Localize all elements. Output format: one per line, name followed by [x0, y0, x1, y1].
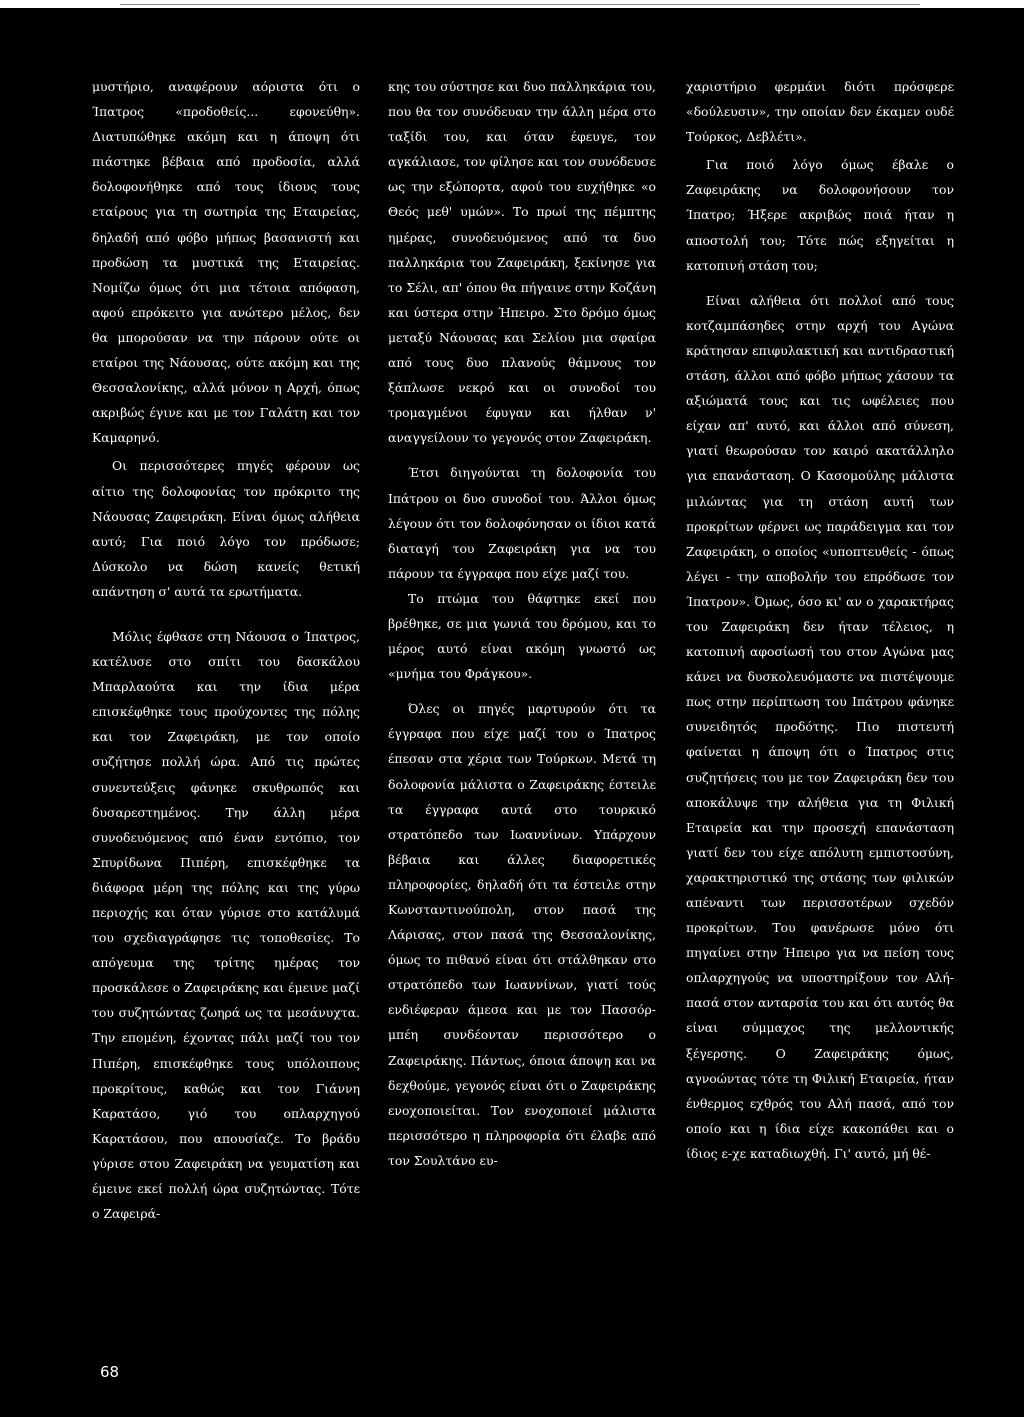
text-column-1 [92, 74, 360, 1226]
paragraph: κης του σύστησε και δυο παλληκάρια του, που θα τον συνόδευαν την άλλη μέρα στο ταξίδι του, και όταν έφευγε, τον αγκάλιασε, τον φίλησε και τον συνόδευσε ως την εξώπορτα, αφού του ευχήθηκε «ο Θεός μεθ' υμών». Το πρωί της πέμπτης ημέρας, συνοδευόμενος από τα δυο παλληκάρια του Ζαφειράκη, ξεκίνησε για το Σέλι, απ' όπου θα πήγαινε στην Κοζάνη και ύστερα στην Ήπειρο. Στο δρόμο όμως μεταξύ Νάουσας και Σελίου μια σφαίρα από τους δυο πλανούς θάμνους τον ξάπλωσε νεκρό και οι συνοδοί του τρομαγμένοι έφυγαν και ήλθαν ν' αναγγείλουν το γεγονός στον Ζαφειράκη. [388, 79, 656, 446]
paragraph: Μόλις έφθασε στη Νάουσα ο Ίπατρος, κατέλυσε στο σπίτι του δασκάλου Μπαρλαούτα και την ίδια μέρα επισκέφθηκε τους πρoύχοντες της πόλης και τον Ζαφειράκη, με τον οποίο συζήτησε πολλή ώρα. Από τις πρώτες συνεντεύξεις φάνηκε σκυθρωπός και δυσαρεστημένος. Την άλλη μέρα συνοδευόμενος από έναν εντόπιο, τον Σπυρίδωνα Πιπέρη, επισκέφθηκε τα διάφορα μέρη της πόλης και της γύρω περιοχής και όταν γύρισε στο κατάλυμά του σχεδιαγράφησε τις τοποθεσίες. Το απόγευμα της τρίτης ημέρας τον προσκάλεσε ο Ζαφειράκης και έμεινε μαζί του συζητώντας ζωηρά ως τα μεσάνυχτα. Την επομένη, έχοντας πάλι μαζί του τον Πιπέρη, επισκέφθηκε τους υπόλοιπους προκρίτους, καθώς και τον Γιάννη Καρατάσο, γιό του οπλαρχηγού Καρατάσου, που απουσίαζε. Το βράδυ γύρισε στου Ζαφειράκη να γευματίση και έμεινε εκεί πολλή ώρα συζητώντας. Τότε ο Ζαφειρά- [92, 628, 360, 1222]
top-margin-strip [0, 0, 1024, 8]
paragraph: Οι περισσότερες πηγές φέρουν ως αίτιο της δολοφονίας τον πρόκριτο της Νάουσας Ζαφειράκη. Είναι όμως αλήθεια αυτό; Για ποιό λόγο τον πρόδωσε; Δύσκολο να δώση κανείς θετική απάντηση σ' αυτά τα ερωτήματα. [92, 458, 360, 599]
page-number: 68 [100, 1363, 120, 1381]
text-column-3 [686, 74, 954, 1166]
paragraph: Το πτώμα του θάφτηκε εκεί που βρέθηκε, σε μια γωνιά του δρόμου, και το μέρος αυτό είναι ακόμη γνωστό ως «μνήμα του Φράγκου». [388, 590, 656, 682]
paragraph: μυστήριο, αναφέρουν αόριστα ότι ο Ίπατρος «προδοθείς... εφονεύθη». Διατυπώθηκε ακόμη και η άποψη ότι πιάστηκε βέβαια από προδοσία, αλλά δολοφονήθηκε από τους ίδιους τους εταίρους για τη σωτηρία της Εταιρείας, δηλαδή από φόβο μήπως βασανιστή και προδώση τα μυστικά της Εταιρείας. Νομίζω όμως ότι μια τέτοια απόφαση, αφού επρόκειτο για ανώτερο μέλος, δεν θα μπορούσαν να την πάρουν ούτε οι εταίροι της Νάουσας, ούτε ακόμη και της Θεσσαλονίκης, αλλά μόνον η Αρχή, όπως ακριβώς έγινε και με τον Γαλάτη και τον Καμαρηνό. [92, 79, 360, 446]
paragraph: Έτσι διηγούνται τη δολοφονία του Ιπάτρου οι δυο συνοδοί του. Άλλοι όμως λέγουν ότι τον δολοφόνησαν οι ίδιοι κατά διαταγή του Ζαφειράκη για να του πάρουν τα έγγραφα που είχε μαζί του. [388, 465, 656, 581]
paragraph: Είναι αλήθεια ότι πολλοί από τους κοτζαμπάσηδες στην αρχή του Αγώνα κράτησαν επιφυλακτική και αντιδραστική στάση, άλλοι από φόβο μήπως χάσουν τα αξιώματά τους και τις ωφέλειες που είχαν απ' αυτό, και άλλοι από σύνεση, γιατί θεωρούσαν τον καιρό ακατάλληλο για επανάσταση. Ο Κασομούλης μάλιστα μιλώντας για τη στάση αυτή των προκρίτων φέρνει ως παράδειγμα και τον Ζαφειράκη, ο οποίος «υποπτευθείς - όπως λέγει - την αποβολήν του επρόδωσε τον Ίπατρον». Όμως, όσο κι' αν ο χαρακτήρας του Ζαφειράκη δεν ήταν τέλειος, η κατοπινή αφοσίωσή του στον Αγώνα μας κάνει να δυσκολευόμαστε να πιστέψουμε πως στην περίπτωση του Ιπάτρου φάνηκε συνειδητός προδότης. Πιο πιστευτή φαίνεται η άποψη ότι ο Ίπατρος στις συζητήσεις του με τον Ζαφειράκη δεν του αποκάλυψε την αλήθεια για τη Φιλική Εταιρεία και την προσεχή επανάσταση γιατί δεν του είχε απόλυτη εμπιστοσύνη, χαρακτηριστικό της στάσης των φιλικών απέναντι των περισσοτέρων σχεδόν προκρίτων. Του φανέρωσε μόνο ότι πηγαίνει στην Ήπειρο για να πείση τους οπλαρχηγούς να υποστηρίξουν τον Αλή-πασά στον ανταρσία του και ότι αυτός θα είναι σύμμαχος της μελλοντικής ξέγερσης. Ο Ζαφειράκης όμως, αγνοώντας τότε τη Φιλική Εταιρεία, ήταν ένθερμος εχθρός του Αλή πασά, από τον οποίο και η ίδια είχε κακοπάθει και ο ίδιος ε-χε καταδιωχθή. Γι' αυτό, μή θέ- [686, 292, 954, 1161]
paragraph: Όλες οι πηγές μαρτυρούν ότι τα έγγραφα που είχε μαζί του ο Ίπατρος έπεσαν στα χέρια των Τούρκων. Μετά τη δολοφονία μάλιστα ο Ζαφειράκης έστειλε τα έγγραφα αυτά στο τουρκικό στρατόπεδο των Ιωαννίνων. Υπάρχουν βέβαια και άλλες διαφορετικές πληροφορίες, δηλαδή ότι τα έστειλε στην Κωνσταντινούπολη, στον πασά της Λάρισας, στον πασά της Θεσσαλονίκης, όμως το πιθανό είναι ότι στάλθηκαν στο στρατόπεδο των Ιωαννίνων, γιατί τούς ενδιέφεραν άμεσα και με τον Πασσόρ-μπέη συνδέονταν περισσότερο ο Ζαφειράκης. Πάντως, όποια άποψη και να δεχθούμε, γεγονός είναι ότι ο Ζαφειράκης ενοχοποιείται. Τον ενοχοποιεί μάλιστα περισσότερο η πληροφορία ότι έλαβε από τον Σουλτάνο ευ- [388, 701, 656, 1168]
paragraph: χαριστήριο φερμάνι διότι πρόσφερε «δούλευσιν», την οποίαν δεν έκαμεν ουδέ Τούρκος, Δεβλέτι». [686, 79, 954, 145]
paragraph: Για ποιό λόγο όμως έβαλε ο Ζαφειράκης να δολοφονήσουν τον Ίπατρο; Ήξερε ακριβώς ποιά ήταν η αποστολή του; Τότε πώς εξηγείται η κατοπινή στάση του; [686, 157, 954, 273]
document-page [0, 8, 1024, 1417]
text-column-2 [388, 74, 656, 1173]
top-rule-line [120, 4, 920, 5]
